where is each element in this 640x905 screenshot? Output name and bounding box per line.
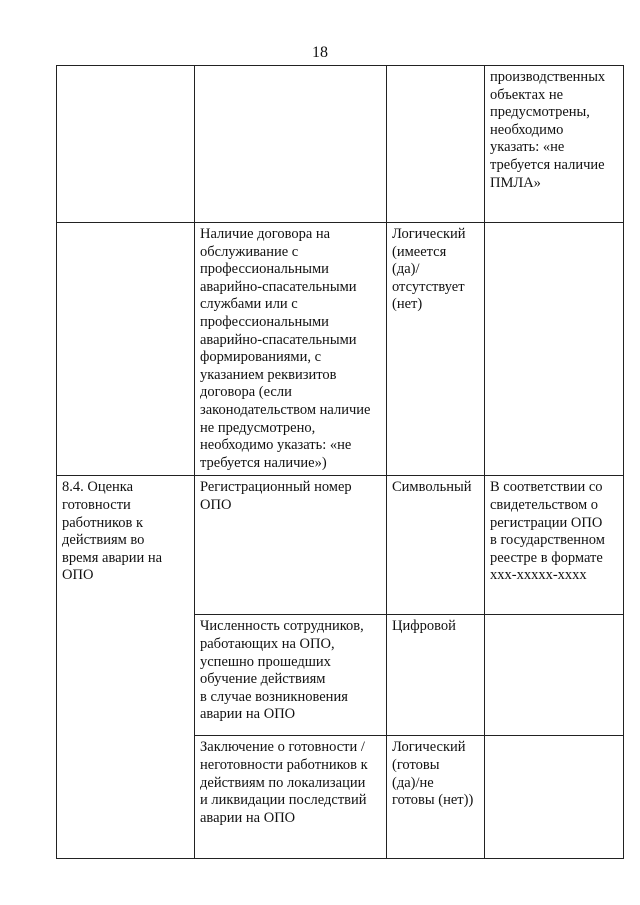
section-cell: 8.4. Оценка готовности работников к действиям во время аварии на ОПО bbox=[57, 476, 195, 859]
indicator-name-cell: Заключение о готовности / неготовности работников к действиям по локализации и ликвидации последствий аварии на ОПО bbox=[195, 736, 387, 859]
table-row bbox=[57, 66, 624, 223]
requirements-table bbox=[56, 65, 624, 859]
section-cell bbox=[57, 223, 195, 476]
data-type-cell: Логический (имеется (да)/ отсутствует (нет) bbox=[387, 223, 485, 476]
data-type-cell: Символьный bbox=[387, 476, 485, 615]
indicator-name-cell: Наличие договора на обслуживание с профессиональными аварийно-спасательными службами или с профессиональными аварийно-спасательными формированиями, с указанием реквизитов договора (если законодательством наличие не предусмотрено, необходимо указать: «не требуется наличие») bbox=[195, 223, 387, 476]
data-type-cell: Цифровой bbox=[387, 615, 485, 736]
section-cell bbox=[57, 66, 195, 223]
note-cell: производственных объектах не предусмотрены, необходимо указать: «не требуется наличие ПМЛА» bbox=[485, 66, 624, 223]
table-row bbox=[57, 223, 624, 476]
indicator-name-cell: Регистрационный номер ОПО bbox=[195, 476, 387, 615]
indicator-name-cell bbox=[195, 66, 387, 223]
note-cell: В соответствии со свидетельством о регистрации ОПО в государственном реестре в формате ххх-ххххх-хххх bbox=[485, 476, 624, 615]
note-cell bbox=[485, 223, 624, 476]
note-cell bbox=[485, 615, 624, 736]
data-type-cell bbox=[387, 66, 485, 223]
table-row bbox=[57, 476, 624, 615]
page-number: 18 bbox=[312, 44, 328, 61]
indicator-name-cell: Численность сотрудников, работающих на ОПО, успешно прошедших обучение действиям в случае возникновения аварии на ОПО bbox=[195, 615, 387, 736]
note-cell bbox=[485, 736, 624, 859]
data-type-cell: Логический (готовы (да)/не готовы (нет)) bbox=[387, 736, 485, 859]
